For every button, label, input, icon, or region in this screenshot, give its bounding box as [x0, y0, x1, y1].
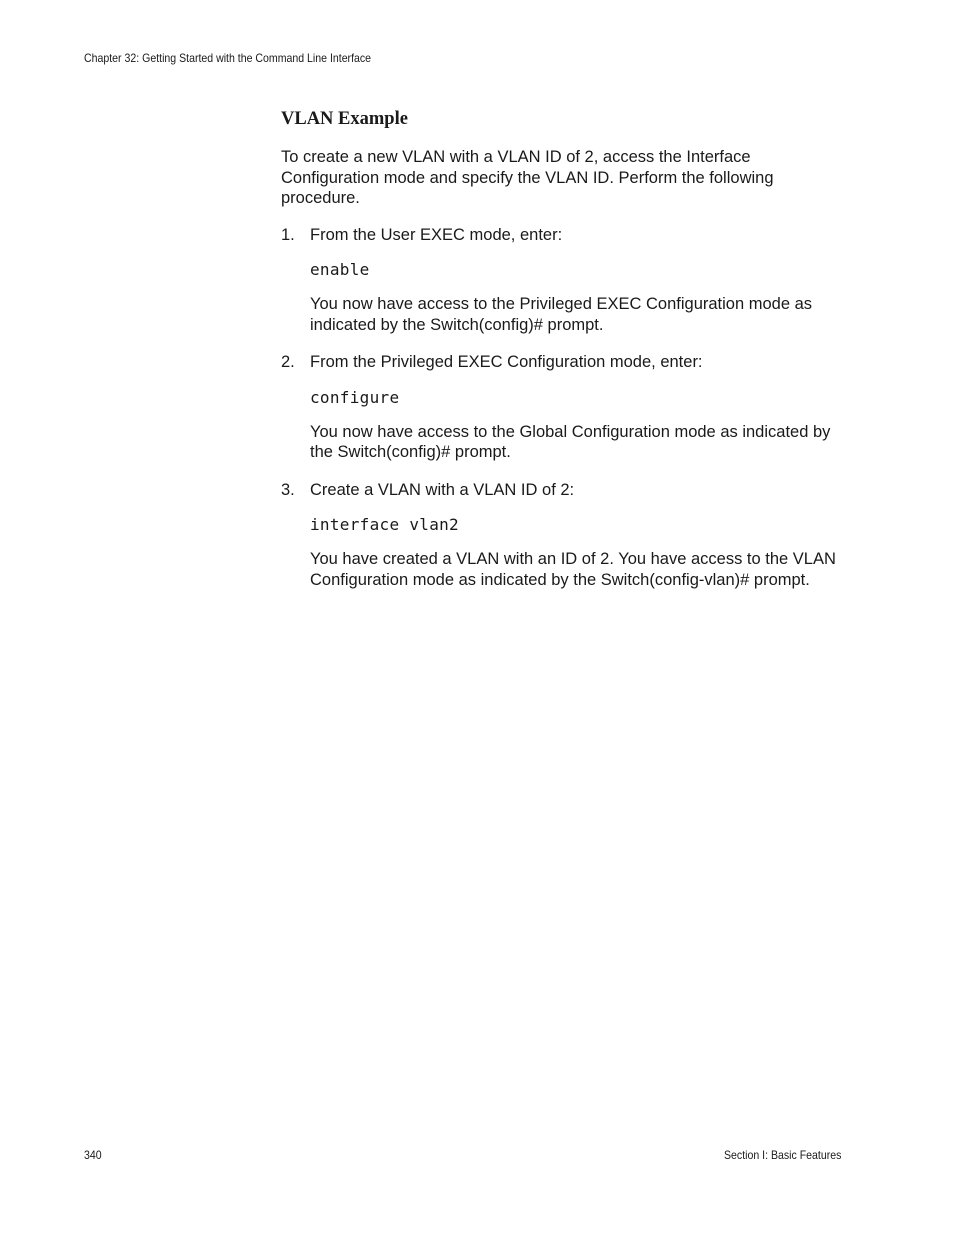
step-number: 2. [281, 353, 295, 371]
command-code: configure [310, 387, 400, 407]
main-content [281, 108, 841, 607]
step-2 [281, 352, 841, 463]
step-text: From the User EXEC mode, enter: [310, 225, 563, 244]
footer-section: Section I: Basic Features [723, 1148, 841, 1162]
step-note: You now have access to the Global Configuration mode as indicated by the Switch(config)# prompt. [310, 422, 831, 461]
step-number: 1. [281, 225, 295, 244]
step-note: You have created a VLAN with an ID of 2. You have access to the VLAN Configuration mode as indicated by the Switch(config-vlan)# prompt. [310, 550, 836, 589]
step-note: You now have access to the Privileged EXEC Configuration mode as indicated by the Switch(config)# prompt. [310, 295, 813, 334]
running-header: Chapter 32: Getting Started with the Command Line Interface [84, 51, 372, 65]
step-3 [281, 480, 841, 591]
step-text: Create a VLAN with a VLAN ID of 2: [310, 480, 575, 499]
command-code: enable [310, 260, 370, 279]
intro-paragraph: To create a new VLAN with a VLAN ID of 2, access the Interface Configuration mode and specify the VLAN ID. Perform the following procedure. [281, 148, 774, 207]
page-number: 340 [84, 1148, 102, 1162]
step-number: 3. [281, 480, 295, 499]
step-1 [281, 225, 841, 336]
command-code: interface vlan2 [310, 515, 459, 534]
section-heading: VLAN Example [281, 109, 408, 129]
step-text: From the Privileged EXEC Configuration mode, enter: [310, 353, 703, 371]
